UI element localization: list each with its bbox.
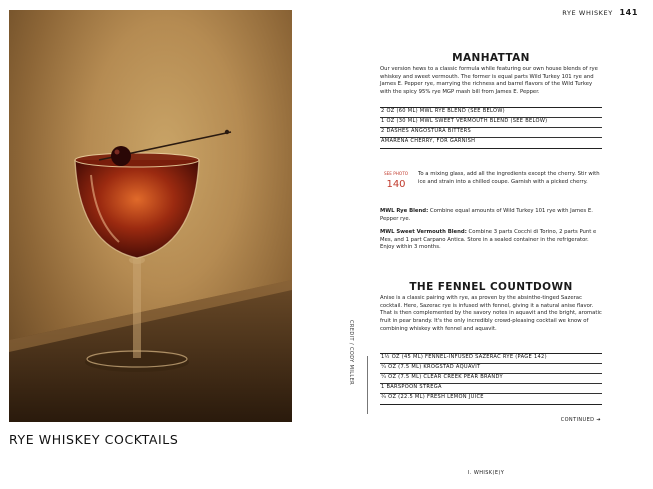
ingredient-line: 2 DASHES ANGOSTURA BITTERS [381, 128, 471, 134]
photo-credit: CREDIT / CODY MILLER [348, 320, 354, 386]
ingredient-line: ¾ OZ (22.5 ML) FRESH LEMON JUICE [381, 394, 484, 400]
ingredient-line: 1 BARSPOON STREGA [381, 384, 442, 390]
running-header [562, 8, 638, 17]
section-name: RYE WHISKEY [562, 9, 613, 17]
manhattan-method: To a mixing glass, add all the ingredients except the cherry. Stir with ice and strain into a chilled coupe. Garnish with a picked cherry. [418, 171, 600, 185]
ingredient-line: ¼ OZ (7.5 ML) KROGSTAD AQUAVIT [381, 364, 481, 370]
ingredient-line: 1½ OZ (45 ML) FENNEL-INFUSED SAZERAC RYE (PAGE 142) [381, 354, 547, 360]
cocktail-photo [9, 10, 292, 422]
vermouth-blend-note [380, 229, 602, 252]
page-number: 141 [619, 8, 638, 17]
manhattan-glass-illustration [9, 10, 292, 422]
rye-blend-label: MWL Rye Blend: [380, 208, 429, 214]
manhattan-intro: Our version hews to a classic formula while featuring our own house blends of rye whiskey and sweet vermouth. The former is equal parts Wild Turkey 101 rye and James E. Pepper rye, marrying the richness and barrel flavors of the Wild Turkey with the spicy 95% rye MGP mash bill from James E. Pepper. [380, 66, 598, 96]
vermouth-blend-text: Combine 3 parts Cocchi di Torino, 2 parts Punt e Mes, and 1 part Carpano Antica. Store in a sealed container in the refrigerator. Enjoy within 3 months. [380, 229, 597, 251]
divider [380, 148, 602, 149]
fennel-intro: Anise is a classic pairing with rye, as proven by the absinthe-tinged Sazerac cocktail. Here, Sazerac rye is infused with fennel, giving it a natural anise flavor. That is then complemented by the savory notes in aquavit and the bright, aromatic fruit in pear brandy. It's the only incredibly crowd-pleasing cocktail we know of combining whiskey with fennel and aquavit. [380, 295, 602, 332]
ingredient-line: ¼ OZ (7.5 ML) CLEAR CREEK PEAR BRANDY [381, 374, 503, 380]
vermouth-blend-label: MWL Sweet Vermouth Blend: [380, 229, 467, 235]
ingredient-line: AMARENA CHERRY, FOR GARNISH [381, 138, 476, 144]
rye-blend-text: Combine equal amounts of Wild Turkey 101 rye with James E. Pepper rye. [380, 208, 593, 222]
page-footer: I. WHISK(E)Y [468, 470, 505, 476]
see-photo-label: SEE PHOTO [383, 171, 409, 176]
recipe-title-fennel-countdown: THE FENNEL COUNTDOWN [409, 281, 573, 293]
recipe-title-manhattan: MANHATTAN [452, 52, 530, 64]
rye-blend-note [380, 208, 602, 223]
see-photo-page: 140 [386, 179, 406, 190]
continued-label: CONTINUED ➔ [560, 417, 601, 423]
see-photo-badge [382, 169, 410, 197]
divider [380, 404, 602, 405]
margin-bar [367, 356, 368, 414]
ingredient-line: 2 OZ (60 ML) MWL RYE BLEND (SEE BELOW) [381, 108, 505, 114]
ingredient-line: 1 OZ (30 ML) MWL SWEET VERMOUTH BLEND (SEE BELOW) [381, 118, 548, 124]
photo-caption: RYE WHISKEY COCKTAILS [9, 432, 179, 447]
